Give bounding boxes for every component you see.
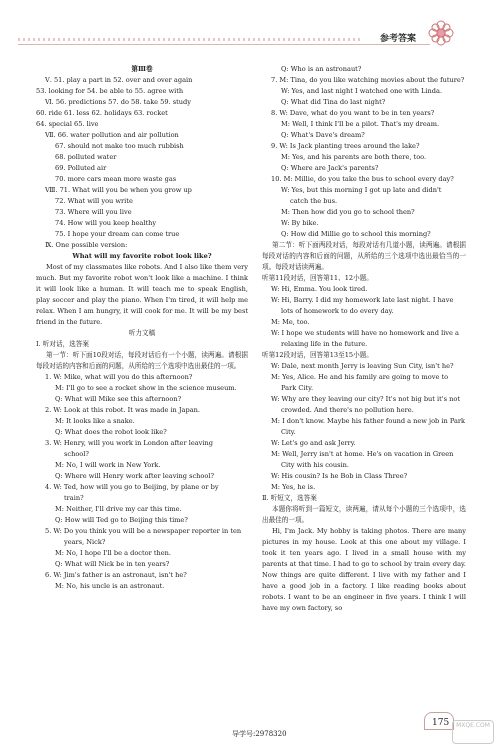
right-column-line: W: By bike.	[281, 219, 319, 227]
left-column-line: 72. What will you write	[55, 197, 133, 205]
watermark-logo: MXQE.COM	[452, 720, 494, 744]
left-column-line: 75. I hope your dream can come true	[55, 230, 180, 238]
left-column-line: 60. ride 61. less 62. holidays 63. rocket	[36, 109, 168, 117]
left-column-line: 74. How will you keep healthy	[55, 219, 157, 227]
left-column-line: Q: Where will Henry work after leaving school?	[55, 472, 215, 480]
right-column-line: catch the bus.	[290, 197, 338, 205]
left-column-line: Ⅶ. 66. water pollution and air pollution	[45, 131, 179, 139]
right-column-line: 9. W: Is Jack planting trees around the lake?	[271, 142, 420, 150]
right-column	[262, 64, 466, 614]
right-column-line: W: Dale, next month Jerry is leaving Sun City, isn't he?	[271, 362, 454, 370]
right-column-line: W: Hi, Emma. You look tired.	[271, 285, 368, 293]
left-column-line: Ⅷ. 71. What will you be when you grow up	[45, 186, 192, 194]
right-column-line: M: Well, Jerry isn't at home. He's on vacation in Green	[271, 450, 454, 458]
left-column-line: 70. more cars mean more waste gas	[55, 175, 177, 183]
left-column-line: school?	[64, 450, 89, 458]
right-column-line: Q: What's Dave's dream?	[281, 131, 365, 139]
right-column-line: 8. W: Dave, what do you want to be in ten years?	[271, 109, 435, 117]
right-column-line: M: I don't know. Maybe his father found a new job in Park	[271, 417, 466, 425]
left-column-line: 73. Where will you live	[55, 208, 132, 216]
left-column-line: 3. W: Henry, will you work in London after leaving	[45, 439, 213, 447]
right-column-line: W: I hope we students will have no homework and live a	[271, 329, 459, 337]
left-column-line: Most of my classmates like robots. And I also like them very much. But my favorite robot won't look like a machine. I think it will look like a human. It will teach me to speak English, play soccer and play the piano. When I'm tired, it will help me relax. When I am hungry, it will cook for me. It will be my best friend in the future.	[36, 263, 248, 326]
left-column-line: M: I'll go to see a rocket show in the science museum.	[55, 384, 237, 392]
right-column-line: 第二节：听下面两段对话，每段对话有几道小题，读两遍。请根据每段对话的内容和后面的问题，从所给的三个选项中选出最恰当的一项。每段对话读两遍。	[262, 241, 466, 271]
left-column-line: 6. W: Jim's father is an astronaut, isn't he?	[45, 571, 187, 579]
right-column-line: M: Then how did you go to school then?	[281, 208, 415, 216]
left-column-line: Ⅰ. 听对话，选答案	[36, 340, 89, 348]
right-column-line: Park City.	[281, 384, 314, 392]
right-column-line: W: Hi, Barry. I did my homework late last night. I have	[271, 296, 454, 304]
right-column-line: Q: Where are Jack's parents?	[281, 164, 379, 172]
left-column	[36, 64, 248, 592]
left-column-line: 第Ⅲ卷	[131, 65, 153, 73]
right-column-line: W: Yes, and last night I watched one with Linda.	[281, 87, 443, 95]
left-column-line: Q: What will Nick be in ten years?	[55, 560, 170, 568]
left-column-line: years, Nick?	[64, 538, 106, 546]
right-column-line: 10. M: Millie, do you take the bus to school every day?	[271, 175, 454, 183]
header-decoration	[18, 38, 360, 41]
right-column-line: W: Why are they leaving our city? It's not big but it's not	[271, 395, 460, 403]
left-column-line: Q: What will Mike see this afternoon?	[55, 395, 182, 403]
left-column-line: 69. Polluted air	[55, 164, 107, 172]
right-column-line: Q: How did Millie go to school this morning?	[281, 230, 431, 238]
right-column-line: City.	[281, 428, 296, 436]
left-column-line: 64. special 65. live	[36, 120, 99, 128]
left-column-line: 53. looking for 54. be able to 55. agree with	[36, 87, 184, 95]
flower-ornament-icon	[426, 18, 456, 48]
right-column-line: 听第11段对话，回答第11、12小题。	[262, 274, 373, 282]
left-column-line: M: No, his uncle is an astronaut.	[55, 582, 165, 590]
right-column-line: Q: Who is an astronaut?	[281, 65, 362, 73]
left-column-line: M: Neither, I'll drive my car this time.	[55, 505, 182, 513]
left-column-line: Ⅴ. 51. play a part in 52. over and over again	[45, 76, 193, 84]
left-column-line: M: No, I hope I'll be a doctor then.	[55, 549, 172, 557]
left-column-line: What will my favorite robot look like?	[72, 252, 212, 260]
right-column-line: City with his cousin.	[281, 461, 349, 469]
left-column-line: Q: How will Ted go to Beijing this time?	[55, 516, 188, 524]
right-column-line: M: Yes, and his parents are both there, too.	[281, 153, 427, 161]
left-column-line: M: No, I will work in New York.	[55, 461, 161, 469]
right-column-line: 听第12段对话，回答第13至15小题。	[262, 351, 373, 359]
right-column-line: M: Yes, Alice. He and his family are going to move to	[271, 373, 449, 381]
left-column-line: 听力文稿	[128, 329, 156, 337]
right-column-line: lots of homework to do every day.	[281, 307, 394, 315]
right-column-line: crowded. And there's no pollution here.	[281, 406, 414, 414]
left-column-line: 1. W: Mike, what will you do this afternoon?	[45, 373, 193, 381]
right-column-line: Q: What did Tina do last night?	[281, 98, 386, 106]
left-column-line: 68. polluted water	[55, 153, 117, 161]
page-number: 175	[432, 718, 450, 728]
right-column-line: W: Let's go and ask Jerry.	[271, 439, 356, 447]
guide-number: 导学号:2978320	[232, 730, 287, 738]
right-column-line: 7. M: Tina, do you like watching movies about the future?	[271, 76, 465, 84]
left-column-line: Ⅸ. One possible version:	[45, 241, 128, 249]
left-column-line: 5. W: Do you think you will be a newspaper reporter in ten	[45, 527, 242, 535]
right-column-line: Hi, I'm Jack. My hobby is taking photos. There are many pictures in my house. Look at this one about my village. I took it ten years ago. I lived in a small house with my parents at that time. I had to go to school by train every day. Now things are quite different. I live with my father and I have a good job in a factory. I like reading books about robots. I want to be an engineer in five years. I think I will have my own factory, so	[262, 527, 466, 612]
left-column-line: Q: What does the robot look like?	[55, 428, 167, 436]
right-column-line: Ⅱ. 听短文，选答案	[262, 494, 317, 502]
left-column-line: 2. W: Look at this robot. It was made in Japan.	[45, 406, 200, 414]
right-column-line: relaxing life in the future.	[281, 340, 368, 348]
left-column-line: 67. should not make too much rubbish	[55, 142, 184, 150]
left-column-line: M: It looks like a snake.	[55, 417, 135, 425]
right-column-line: M: Yes, he is.	[271, 483, 316, 491]
right-column-line: W: His cousin? Is he Bob in Class Three?	[271, 472, 408, 480]
left-column-line: Ⅵ. 56. predictions 57. do 58. take 59. study	[45, 98, 191, 106]
left-column-line: train?	[64, 494, 84, 502]
right-column-line: M: Me, too.	[271, 318, 310, 326]
right-column-line: W: Yes, but this morning I got up late and didn't	[281, 186, 442, 194]
left-column-line: 第一节：听下面10段对话，每段对话后有一个小题，读两遍。请根据每段对话的内容和后面的问题，从所给的三个选项中选出最佳的一项。	[36, 351, 248, 370]
right-column-line: M: Well, I think I'll be a pilot. That's my dream.	[281, 120, 440, 128]
page-header-title: 参考答案	[380, 34, 417, 44]
header-rule	[18, 44, 430, 45]
right-column-line: 本题你将听到一篇短文，读两遍，请从每个小题的三个选项中，选出最佳的一项。	[262, 505, 466, 524]
left-column-line: 4. W: Ted, how will you go to Beijing, by plane or by	[45, 483, 219, 491]
